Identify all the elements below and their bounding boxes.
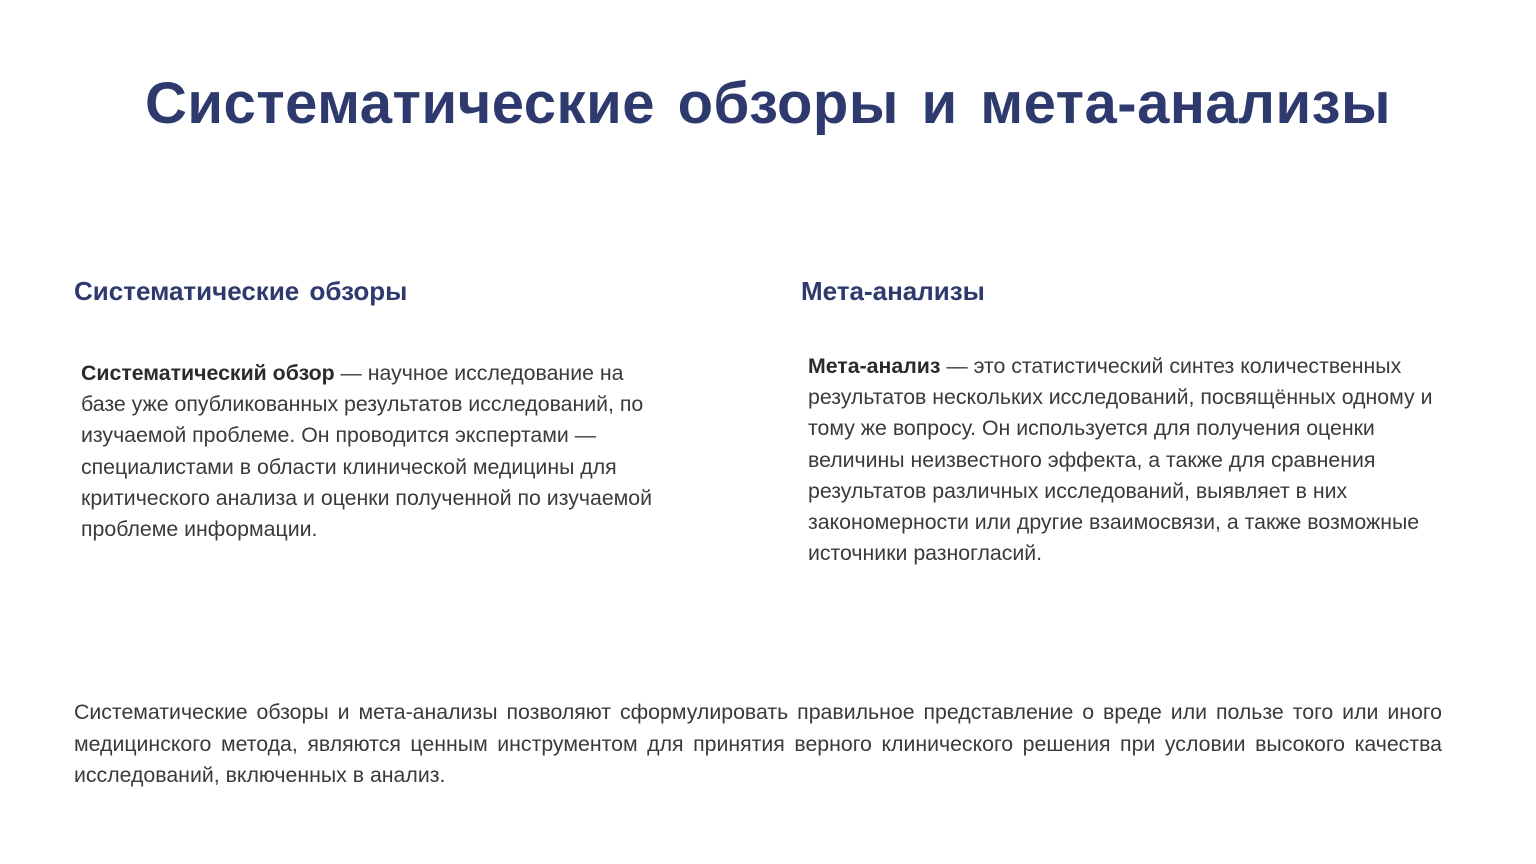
systematic-review-definition-text: — научное исследование на базе уже опубликованных результатов исследований, по изучаемой проблеме. Он проводится экспертами — специалистами в области клинической медицины для критического анализа и оценки полученной по изучаемой проблеме информации. xyxy=(81,361,653,542)
summary-paragraph: Систематические обзоры и мета-анализы позволяют сформулировать правильное представление о вреде или пользе того или иного медицинского метода, являются ценным инструментом для принятия верного клинического решения при условии высокого качества исследований, включенных в анализ. xyxy=(74,700,1442,787)
systematic-reviews-heading: Систематические обзоры xyxy=(74,276,408,306)
meta-analyses-heading: Мета-анализы xyxy=(801,276,985,306)
meta-analysis-definition-text: — это статистический синтез количественных результатов нескольких исследований, посвящённых одному и тому же вопросу. Он используется для получения оценки величины неизвестного эффекта, а также для сравнения результатов различных исследований, выявляет в них закономерности или другие взаимосвязи, а также возможные источники разногласий. xyxy=(808,354,1433,566)
systematic-review-definition xyxy=(81,358,661,545)
systematic-review-term: Систематический обзор xyxy=(81,361,335,385)
meta-analysis-term: Мета-анализ xyxy=(808,354,941,378)
meta-analysis-definition xyxy=(808,351,1448,569)
slide-title: Систематические обзоры и мета-анализы xyxy=(144,71,1392,136)
